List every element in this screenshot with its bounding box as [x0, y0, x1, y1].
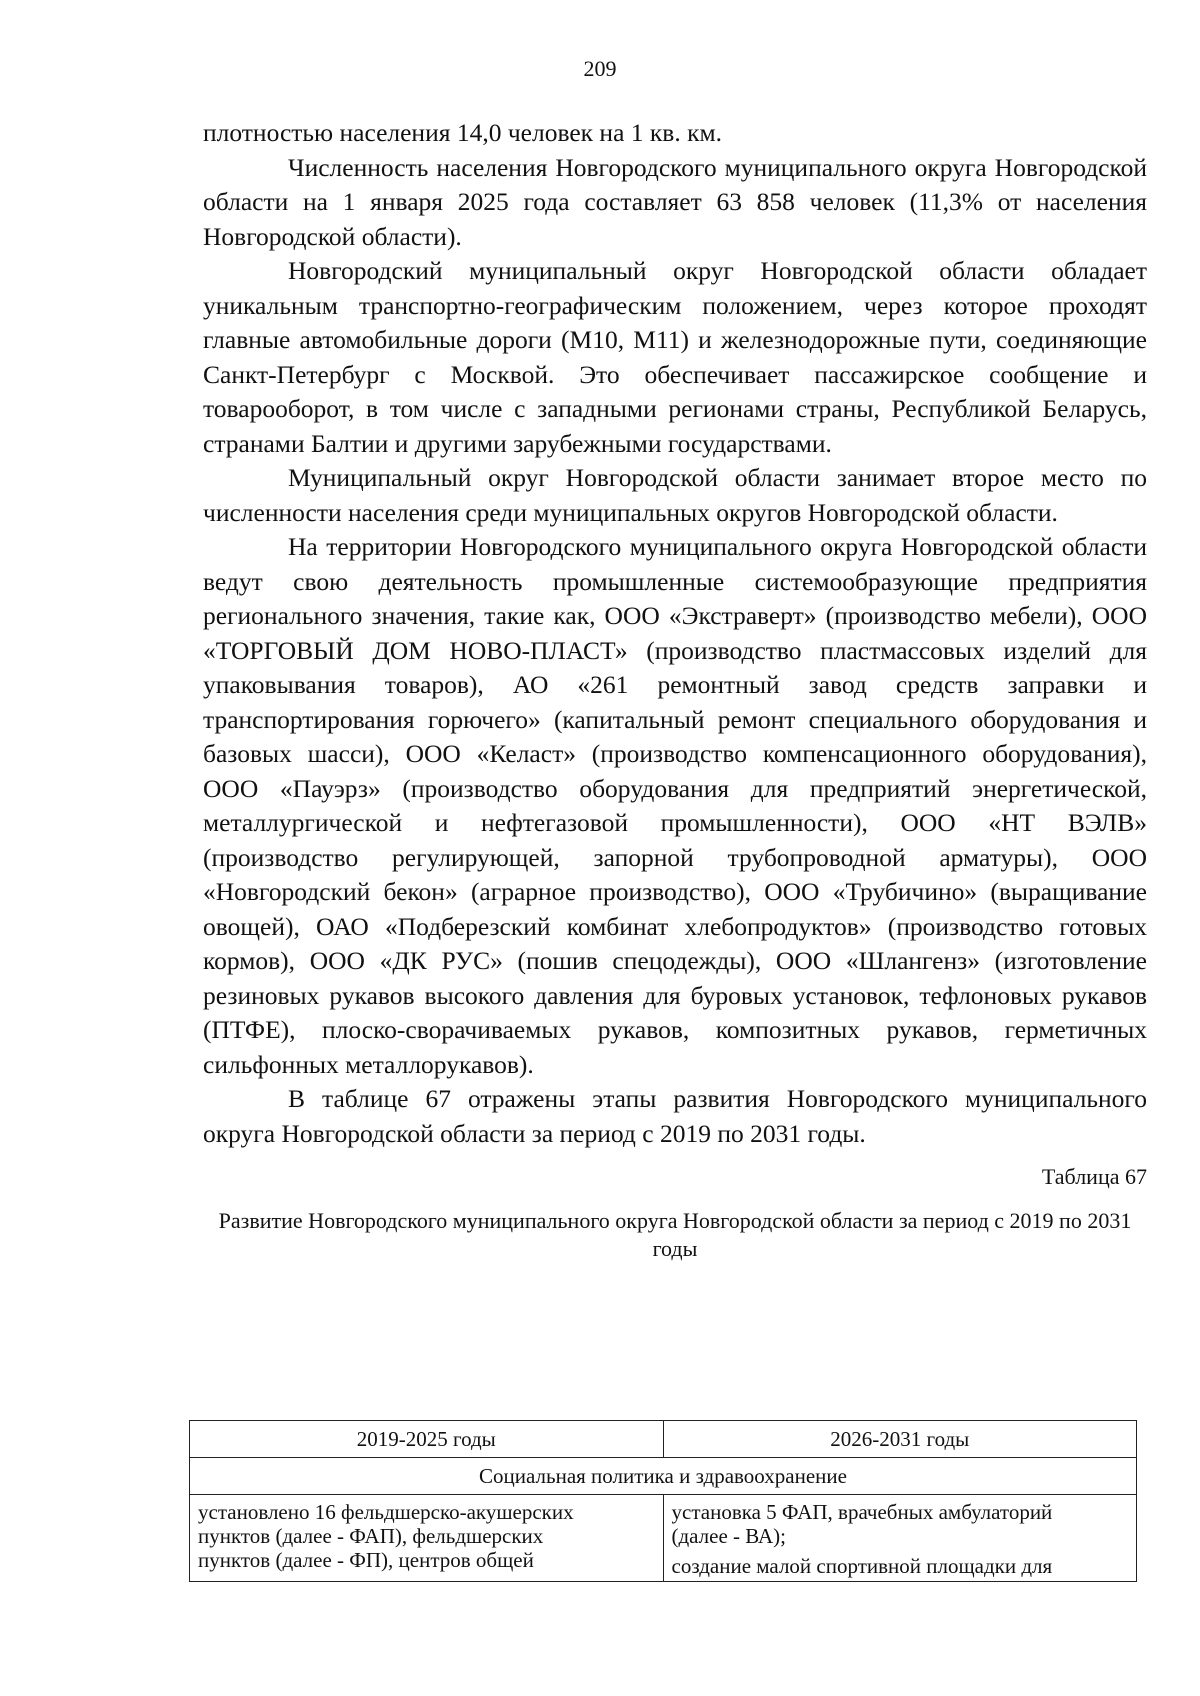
table-cell-left	[190, 1495, 664, 1582]
cell-text-line: создание малой спортивной площадки для	[671, 1554, 1053, 1578]
cell-text-line: (далее - ВА);	[671, 1524, 786, 1548]
paragraph: Новгородский муниципальный округ Новгородской области обладает уникальным транспортно-географическим положением, через которое проходят главные автомобильные дороги (М10, М11) и железнодорожные пути, соединяющие Санкт-Петербург с Москвой. Это обеспечивает пассажирское сообщение и товарооборот, в том числе с западными регионами страны, Республикой Беларусь, странами Балтии и другими зарубежными государствами.	[203, 256, 1147, 458]
paragraph: Муниципальный округ Новгородской области занимает второе место по численности населения среди муниципальных округов Новгородской области.	[203, 463, 1147, 527]
table-row	[190, 1495, 1137, 1582]
table-title: Развитие Новгородского муниципального округа Новгородской области за период с 2019 по 2031 годы	[218, 1208, 1132, 1261]
paragraph: В таблице 67 отражены этапы развития Новгородского муниципального округа Новгородской области за период с 2019 по 2031 годы.	[203, 1084, 1147, 1148]
header-cell-2019-2025: 2019-2025 годы	[190, 1421, 664, 1458]
header-cell-2026-2031: 2026-2031 годы	[663, 1421, 1137, 1458]
table-header-row	[190, 1421, 1137, 1458]
cell-text-line: установка 5 ФАП, врачебных амбулаторий	[671, 1500, 1053, 1524]
cell-text-line: пунктов (далее - ФАП), фельдшерских	[198, 1524, 544, 1548]
page-number: 209	[583, 56, 617, 81]
paragraph: плотностью населения 14,0 человек на 1 кв. км.	[203, 118, 722, 147]
cell-text-line: пунктов (далее - ФП), центров общей	[198, 1548, 534, 1572]
paragraph: На территории Новгородского муниципального округа Новгородской области ведут свою деятельность промышленные системообразующие предприятия регионального значения, такие как, ООО «Экстраверт» (производство мебели), ООО «ТОРГОВЫЙ ДОМ НОВО-ПЛАСТ» (производство пластмассовых изделий для упаковывания товаров), АО «261 ремонтный завод средств заправки и транспортирования горючего» (капитальный ремонт специального оборудования и базовых шасси), ООО «Келаст» (производство компенсационного оборудования), ООО «Пауэрз» (производство оборудования для предприятий энергетической, металлургической и нефтегазовой промышленности), ООО «НТ ВЭЛВ» (производство регулирующей, запорной трубопроводной арматуры), ООО «Новгородский бекон» (аграрное производство), ООО «Трубичино» (выращивание овощей), ОАО «Подберезский комбинат хлебопродуктов» (производство готовых кормов), ООО «ДК РУС» (пошив спецодежды), ООО «Шлангенз» (изготовление резиновых рукавов высокого давления для буровых установок, тефлоновых рукавов (ПТФЕ), плоско-сворачиваемых рукавов, композитных рукавов, герметичных сильфонных металлорукавов).	[203, 532, 1147, 1079]
cell-text-line: установлено 16 фельдшерско-акушерских	[198, 1500, 574, 1524]
document-body	[203, 116, 1147, 1263]
development-table	[189, 1420, 1137, 1582]
table-label: Таблица 67	[1041, 1164, 1147, 1189]
table-cell-right	[663, 1495, 1137, 1582]
table-section-row	[190, 1458, 1137, 1495]
section-heading: Социальная политика и здравоохранение	[190, 1458, 1137, 1495]
paragraph: Численность населения Новгородского муниципального округа Новгородской области на 1 января 2025 года составляет 63 858 человек (11,3% от населения Новгородской области).	[203, 152, 1147, 251]
